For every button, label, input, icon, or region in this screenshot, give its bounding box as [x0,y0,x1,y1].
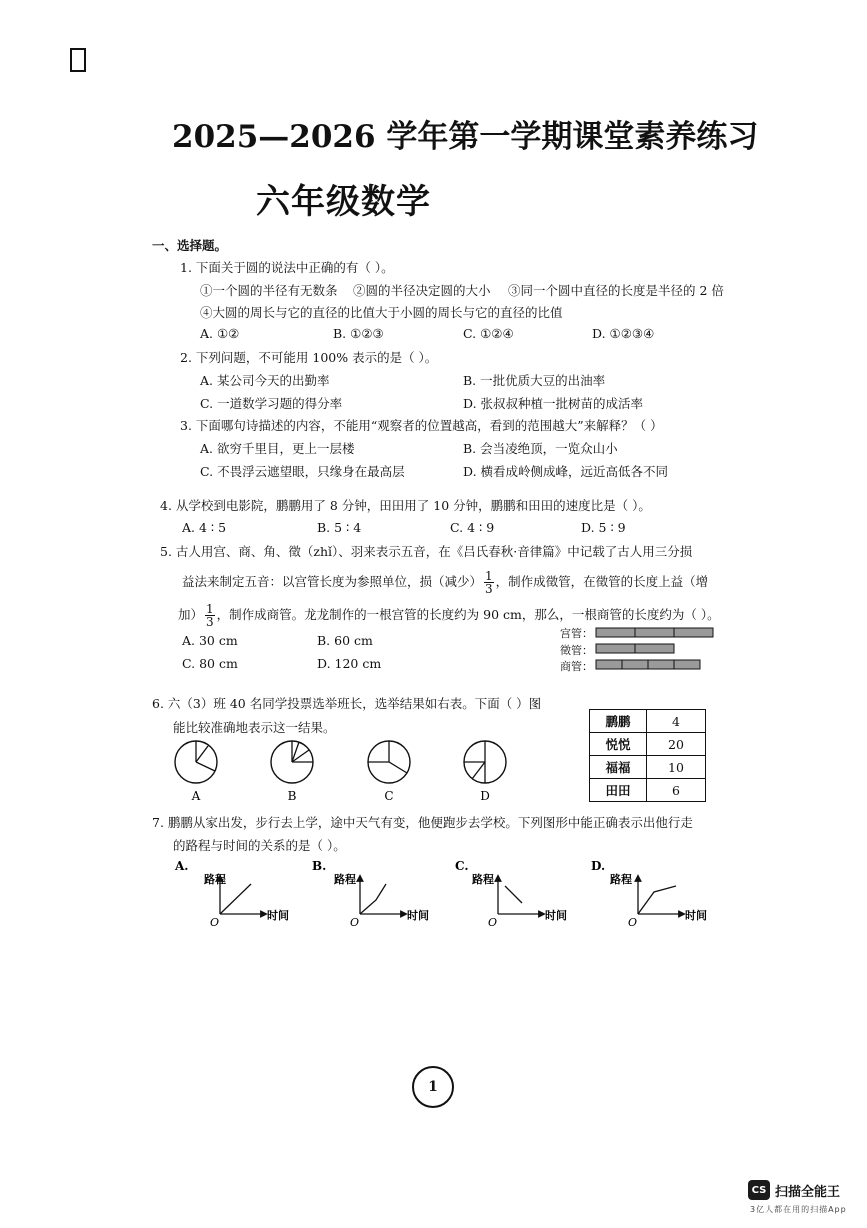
graph-b-origin: O [350,916,360,929]
graph-d-origin: O [628,916,638,929]
graph-d-xlabel: 时间 [685,909,707,922]
pipe-label-zhi: 徵管： [560,644,593,657]
graph-b-ylabel: 路程 [334,873,356,886]
pipe-shang-segment [674,660,700,669]
pipe-gong-segment [596,628,635,637]
q5-line-1: 5. 古人用宫、商、角、徵（zhǐ）、羽来表示五音，在《吕氏春秋·音律篇》中记载了古人用三分损 [160,544,693,559]
page-number: 1 [412,1066,454,1108]
camscanner-logo-icon: CS [748,1180,770,1200]
q1-option-d: D. ①②③④ [592,326,655,341]
one-third-fraction-2 [205,603,215,628]
table-row [590,756,706,779]
table-row [590,733,706,756]
q1-stem: 1. 下面关于圆的说法中正确的有（ ）。 [180,260,394,275]
q2-option-d: D. 张叔叔种植一批树苗的成活率 [463,396,644,411]
graph-b [312,859,429,929]
candidate-name: 鹏鹏 [590,710,647,733]
pie-chart-a [175,741,217,783]
pipe-shang-segment [596,660,622,669]
graph-d-letter: D. [591,859,606,873]
q7-line-1: 7. 鹏鹏从家出发，步行去上学，途中天气有变，他便跑步去学校。下列图形中能正确表示出他行走 [152,815,693,830]
q5-option-a: A. 30 cm [182,633,238,648]
q4-option-a: A. 4 ∶ 5 [182,520,227,535]
subject-title: 六年级数学 [256,182,431,222]
pipe-label-gong: 宫管： [560,627,593,640]
graph-c-xlabel: 时间 [545,909,567,922]
q1-statement-4: ④大圆的周长与它的直径的比值大于小圆的周长与它的直径的比值 [200,305,563,320]
pipe-shang-segment [622,660,648,669]
q4-option-d: D. 5 ∶ 9 [581,520,626,535]
q3-option-d: D. 横看成岭侧成峰，远近高低各不同 [463,464,669,479]
graph-a-ylabel: 路程 [204,873,226,886]
q1-statement-2: ②圆的半径决定圆的大小 [353,283,491,298]
q1-statement-1: ①一个圆的半径有无数条 [200,283,338,298]
candidate-name: 福福 [590,756,647,779]
q5-option-b: B. 60 cm [317,633,373,648]
fraction-denominator: 3 [485,582,493,596]
one-third-fraction [484,570,494,595]
q4-option-c: C. 4 ∶ 9 [450,520,495,535]
q2-option-c: C. 一道数学习题的得分率 [200,396,343,411]
graph-c [455,859,567,929]
q3-option-b: B. 会当凌绝顶，一览众山小 [463,441,618,456]
vote-count: 10 [647,756,706,779]
q1-option-c: C. ①②④ [463,326,514,341]
pipe-zhi-segment [596,644,635,653]
pie-label-c: C [384,789,394,803]
q5-line-3 [178,603,720,628]
q1-statement-3: ③同一个圆中直径的长度是半径的 2 倍 [508,283,724,298]
pipe-label-shang: 商管： [560,660,593,673]
pie-chart-d [464,741,506,783]
q2-option-a: A. 某公司今天的出勤率 [200,373,330,388]
vote-count: 6 [647,779,706,802]
q5-line-3-b: ，制作成商管。龙龙制作的一根宫管的长度约为 90 cm，那么，一根商管的长度约为（ ）。 [216,607,720,622]
q1-option-b: B. ①②③ [333,326,384,341]
graph-b-xlabel: 时间 [407,909,429,922]
q6-pie-options [170,736,530,806]
pie-label-a: A [191,789,201,803]
q4-stem: 4. 从学校到电影院，鹏鹏用了 8 分钟，田田用了 10 分钟，鹏鹏和田田的速度比是（ ）。 [160,498,651,513]
pipe-gong-segment [674,628,713,637]
graph-a-letter: A. [175,859,189,873]
graph-a [174,859,289,929]
q5-line-2-b: ，制作成徵管，在徵管的长度上益（增 [495,574,709,589]
graph-c-ylabel: 路程 [472,873,494,886]
q5-line-2-a: 益法来制定五音：以宫管长度为参照单位，损（减少） [182,574,483,589]
graph-a-origin: O [210,916,220,929]
graph-d-ylabel: 路程 [610,873,632,886]
candidate-name: 悦悦 [590,733,647,756]
fraction-numerator: 1 [206,602,214,616]
graph-c-origin: O [488,916,498,929]
q1-option-a: A. ①② [200,326,240,341]
graph-d [591,859,707,929]
graph-c-letter: C. [455,859,469,873]
pipe-gong-segment [635,628,674,637]
graph-b-letter: B. [312,859,327,873]
candidate-name: 田田 [590,779,647,802]
table-row [590,779,706,802]
graph-a-xlabel: 时间 [267,909,289,922]
q3-option-a: A. 欲穷千里目，更上一层楼 [200,441,355,456]
q2-option-b: B. 一批优质大豆的出油率 [463,373,606,388]
fraction-numerator: 1 [485,569,493,583]
pipe-length-diagram [595,626,717,672]
watermark-slogan: 3亿人都在用的扫描App [750,1205,847,1214]
q7-line-2: 的路程与时间的关系的是（ ）。 [173,838,346,853]
pie-label-d: D [480,789,490,803]
vote-count: 20 [647,733,706,756]
corner-mark-box [70,48,86,72]
q6-line-2: 能比较准确地表示这一结果。 [173,720,336,735]
watermark-app-name: 扫描全能王 [775,1185,841,1200]
q5-option-c: C. 80 cm [182,656,238,671]
vote-count: 4 [647,710,706,733]
table-row [590,710,706,733]
q5-line-2 [182,570,708,595]
q3-stem: 3. 下面哪句诗描述的内容，不能用“观察者的位置越高，看到的范围越大”来解释？（ ） [180,418,663,433]
q4-option-b: B. 5 ∶ 4 [317,520,362,535]
q5-line-3-a: 加） [178,607,204,622]
q6-line-1: 6. 六（3）班 40 名同学投票选举班长，选举结果如右表。下面（ ）图 [152,696,542,711]
q5-option-d: D. 120 cm [317,656,382,671]
pipe-zhi-segment [635,644,674,653]
vote-results-table [589,709,706,802]
pie-label-b: B [287,789,297,803]
section-heading: 一、选择题。 [152,238,228,253]
q3-option-c: C. 不畏浮云遮望眼，只缘身在最高层 [200,464,405,479]
exam-title: 2025—2026 学年第一学期课堂素养练习 [172,119,759,155]
pie-chart-b [271,741,313,783]
pie-chart-c [368,741,410,783]
fraction-denominator: 3 [206,615,214,629]
pipe-shang-segment [648,660,674,669]
q7-distance-time-graphs [170,856,730,932]
q2-stem: 2. 下列问题，不可能用 100% 表示的是（ ）。 [180,350,438,365]
